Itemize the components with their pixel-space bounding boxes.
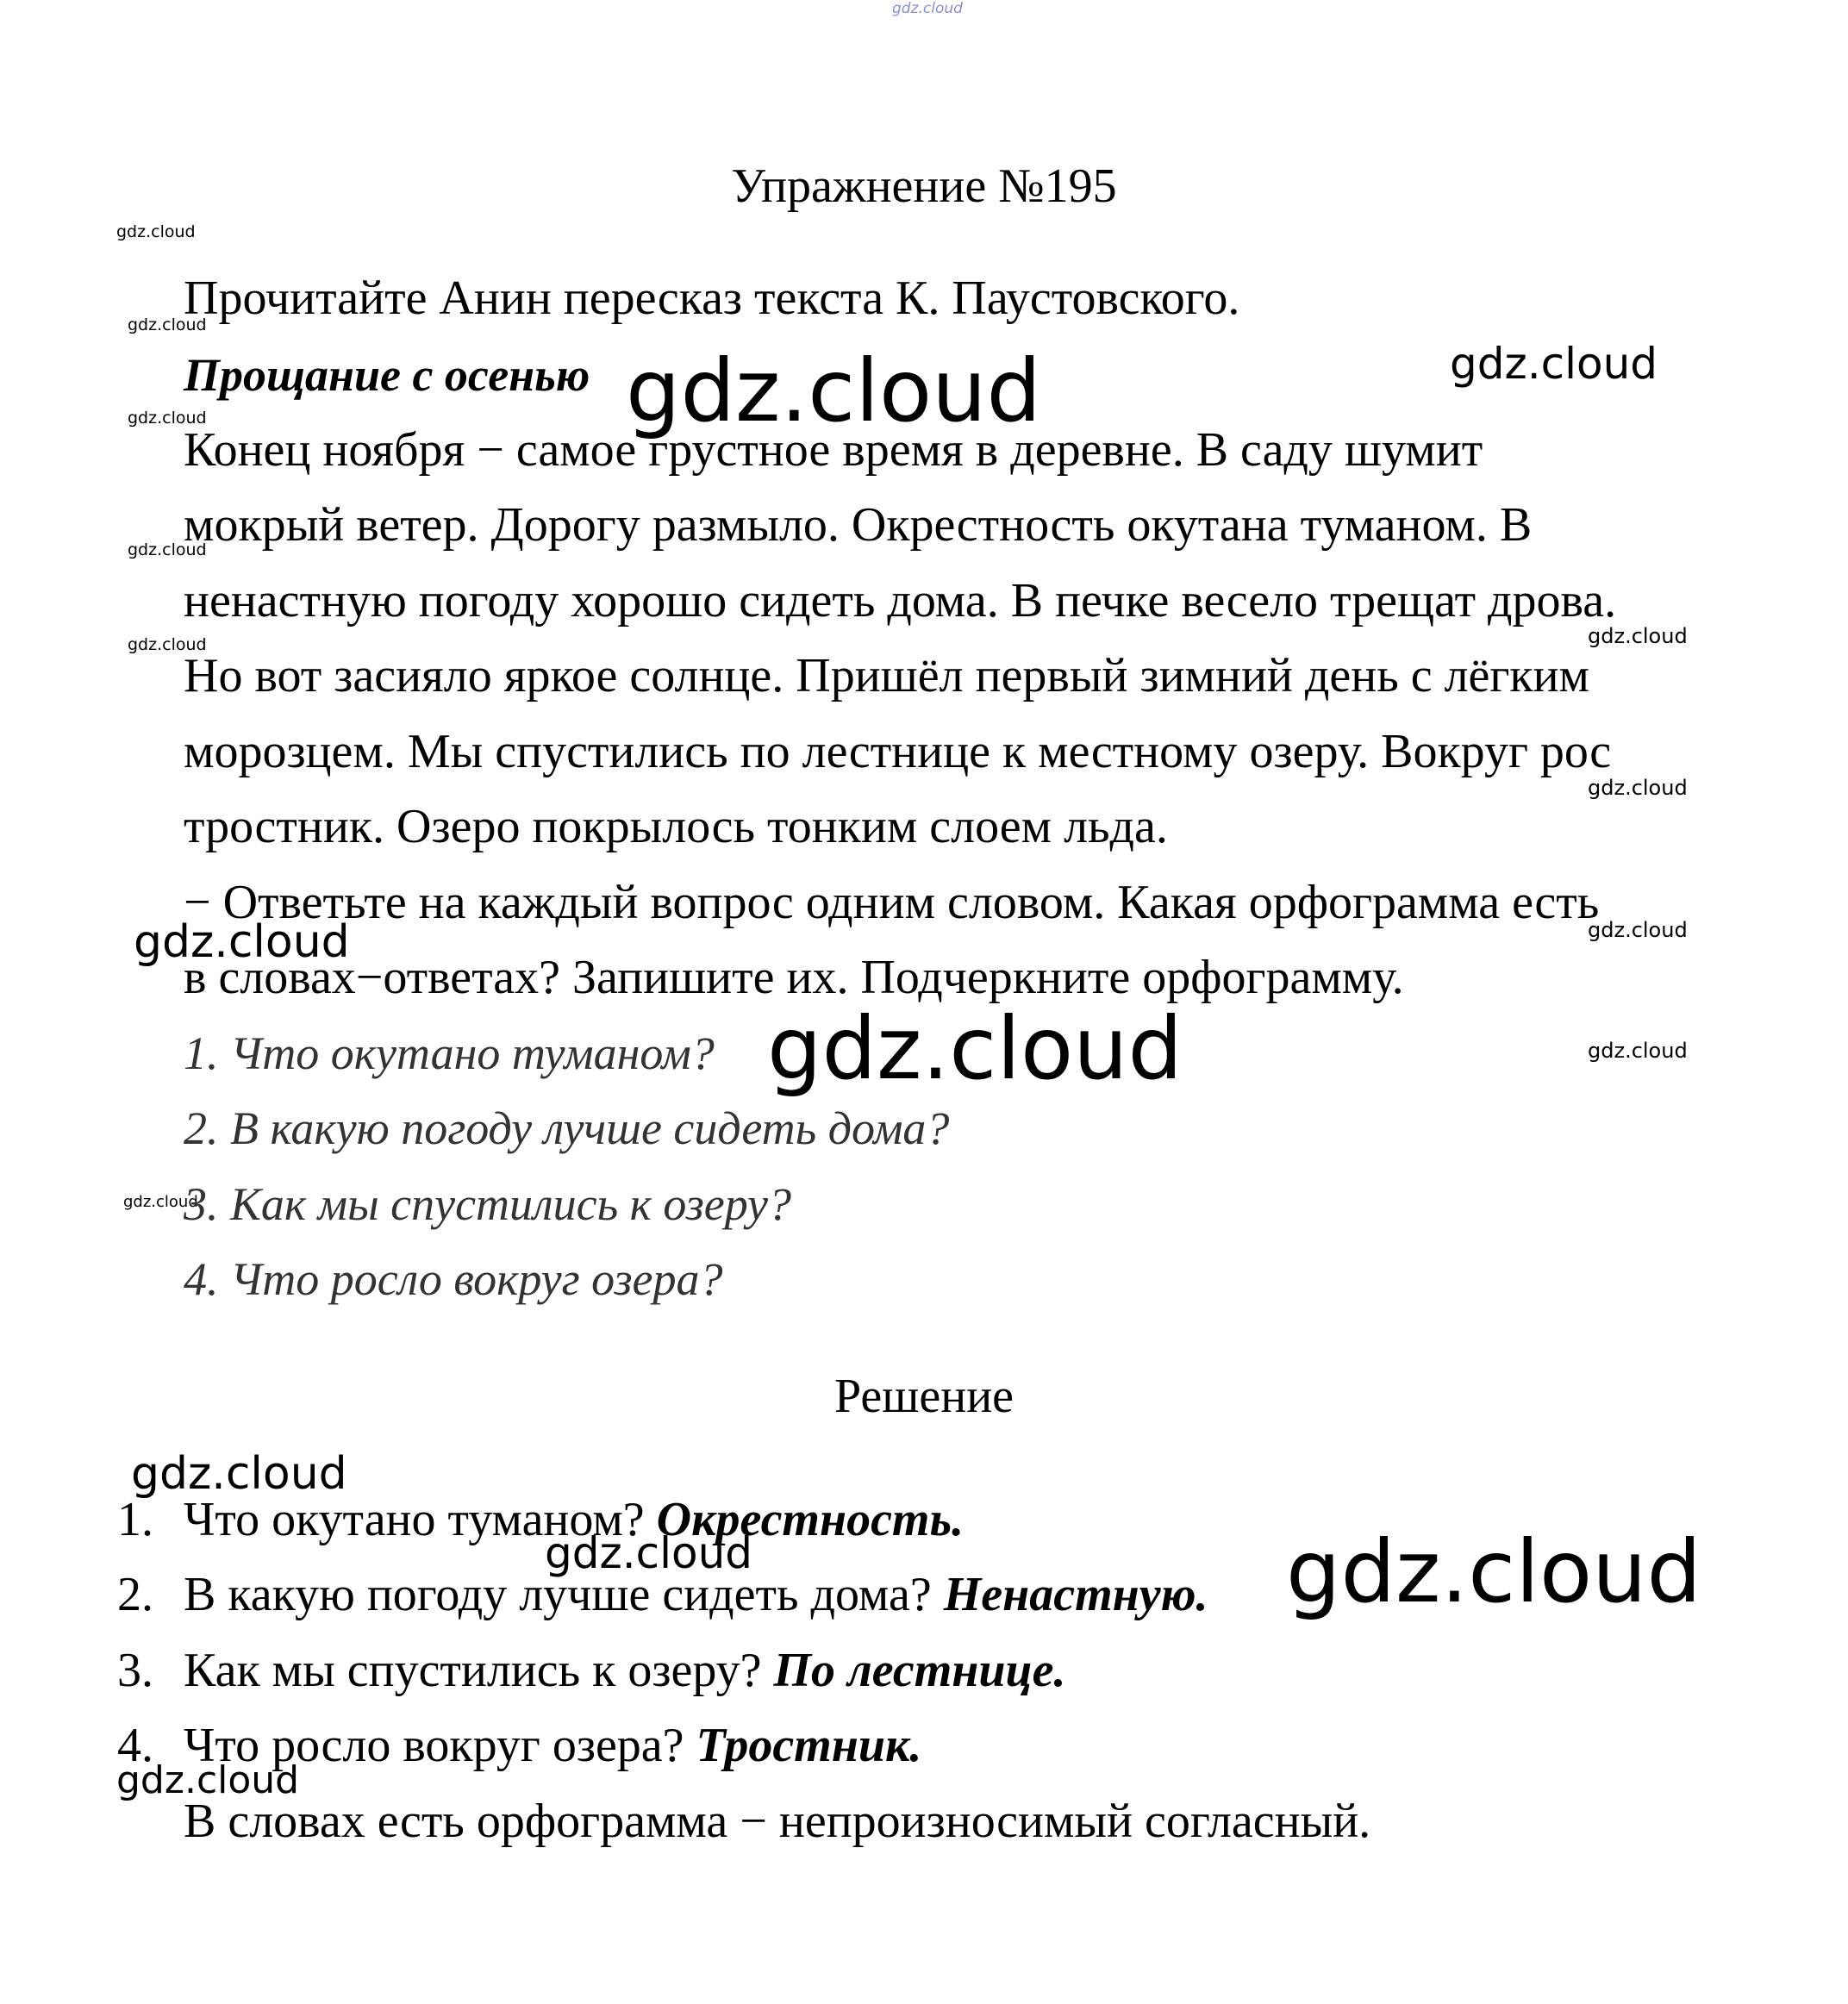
question-item: 3. Как мы спустились к озеру? [184,1178,791,1230]
answer-question: В какую погоду лучше сидеть дома? [184,1568,944,1621]
text-line: тростник. Озеро покрылось тонким слоем льда. [184,800,1168,853]
conclusion: В словах есть орфограмма − непроизносимый согласный. [184,1795,1371,1848]
task-line: − Ответьте на каждый вопрос одним словом. Какая орфограмма есть [184,876,1600,929]
watermark: gdz.cloud [1286,1521,1702,1622]
answer-number: 2. [117,1568,153,1621]
exercise-title: Упражнение №195 [731,159,1117,213]
answer-word: По лестнице. [773,1644,1066,1697]
question-item: 2. В какую погоду лучше сидеть дома? [184,1102,950,1154]
watermark: gdz.cloud [134,916,350,968]
watermark: gdz.cloud [128,315,207,334]
watermark: gdz.cloud [1588,776,1688,800]
watermark: gdz.cloud [128,409,207,428]
text-line: морозцем. Мы спустились по лестнице к местному озеру. Вокруг рос [184,725,1612,778]
watermark: gdz.cloud [1450,339,1658,389]
text-title: Прощание с осенью [184,349,590,401]
answer-question: Что окутано туманом? [184,1493,657,1546]
solution-title: Решение [833,1370,1015,1423]
question-item: 1. Что окутано туманом? [184,1027,715,1079]
watermark: gdz.cloud [128,635,207,654]
answer-word: Тростник. [696,1719,922,1772]
watermark: gdz.cloud [128,540,207,559]
text-line: мокрый ветер. Дорогу размыло. Окрестность окутана туманом. В [184,498,1533,552]
instruction: Прочитайте Анин пересказ текста К. Паустовского. [184,272,1240,325]
text-line: ненастную погоду хорошо сидеть дома. В печке весело трещат дрова. [184,574,1617,627]
watermark: gdz.cloud [892,0,963,17]
answer-question: Что росло вокруг озера? [184,1719,696,1772]
answer-item [184,1569,1208,1620]
question-item: 4. Что росло вокруг озера? [184,1253,723,1305]
text-line: Конец ноября − самое грустное время в деревне. В саду шумит [184,423,1483,477]
watermark: gdz.cloud [131,1448,347,1500]
answer-number: 1. [117,1493,153,1546]
watermark: gdz.cloud [1588,624,1688,648]
answer-number: 3. [117,1644,153,1697]
watermark: gdz.cloud [123,1193,198,1211]
answer-item [184,1645,1066,1696]
watermark: gdz.cloud [116,222,196,241]
text-line: Но вот засияло яркое солнце. Пришёл первый зимний день с лёгким [184,649,1589,702]
watermark: gdz.cloud [767,998,1183,1099]
watermark: gdz.cloud [545,1528,753,1578]
watermark: gdz.cloud [1588,918,1688,942]
answer-item [184,1494,964,1545]
answer-question: Как мы спустились к озеру? [184,1644,774,1697]
answer-word: Ненастную. [943,1568,1208,1621]
watermark: gdz.cloud [626,340,1042,441]
watermark: gdz.cloud [1588,1039,1688,1063]
answer-word: Окрестность. [656,1493,965,1546]
answer-number: 4. [117,1719,153,1772]
answer-item [184,1720,921,1771]
task-line: в словах−ответах? Запишите их. Подчеркните орфограмму. [184,951,1404,1004]
watermark: gdz.cloud [116,1758,300,1802]
